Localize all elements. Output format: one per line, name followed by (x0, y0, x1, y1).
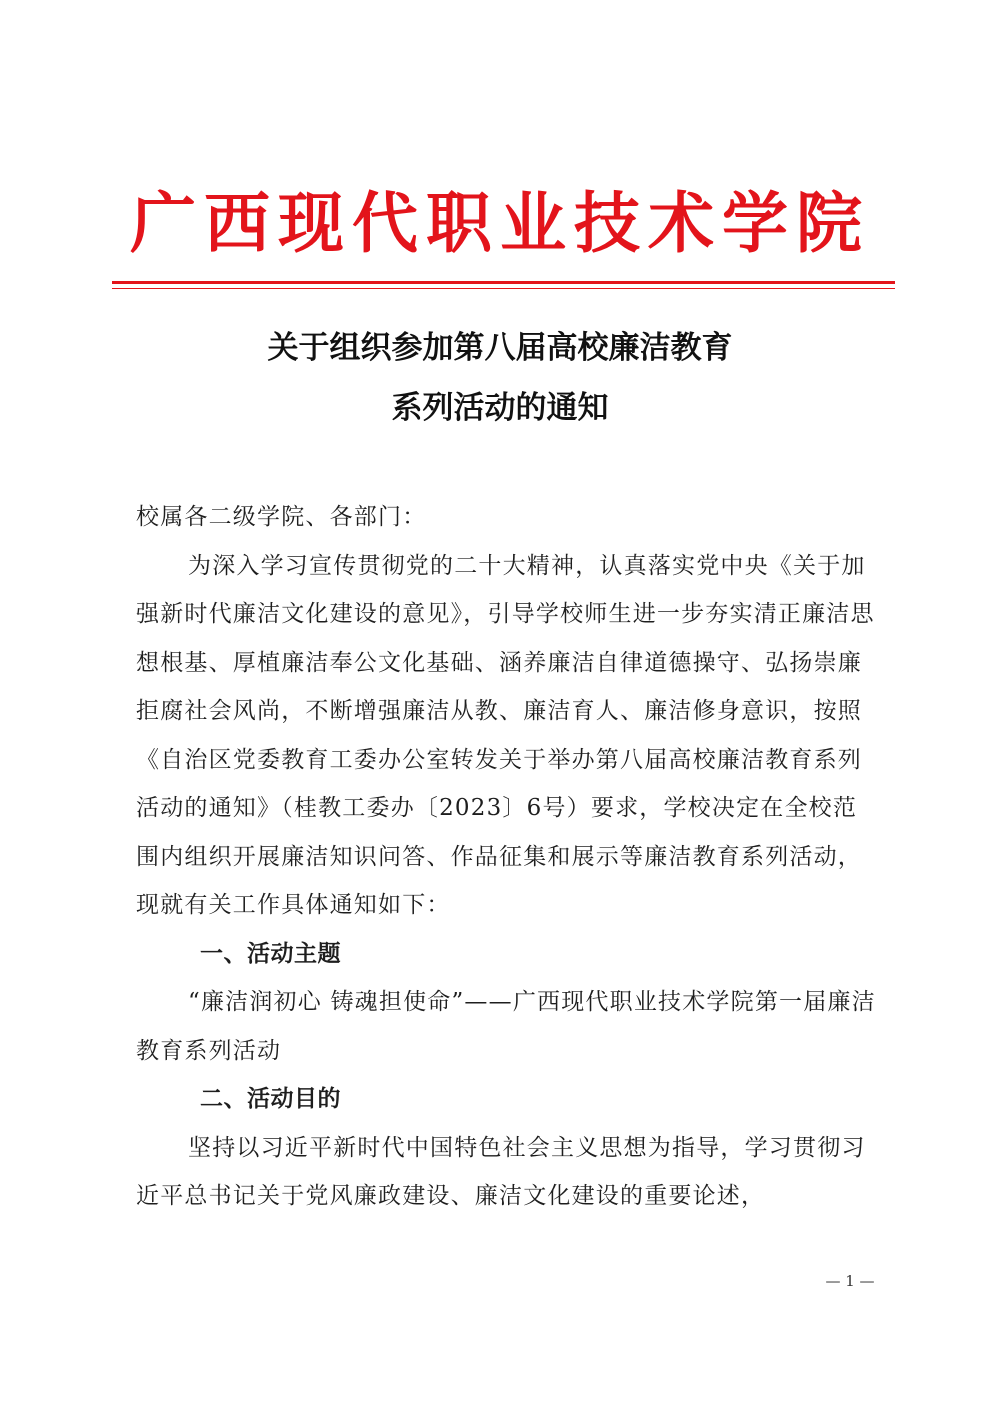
paragraph-intro: 为深入学习宣传贯彻党的二十大精神，认真落实党中央《关于加强新时代廉洁文化建设的意见》，引导学校师生进一步夯实清正廉洁思想根基、厚植廉洁奉公文化基础、涵养廉洁自律道德操守、弘扬崇廉拒腐社会风尚，不断增强廉洁从教、廉洁育人、廉洁修身意识，按照《自治区党委教育工委办公室转发关于举办第八届高校廉洁教育系列活动的通知》（桂教工委办〔2023〕6号）要求，学校决定在全校范围内组织开展廉洁知识问答、作品征集和展示等廉洁教育系列活动，现就有关工作具体通知如下： (136, 552, 875, 918)
page-number: — 1 — (825, 1272, 875, 1290)
salutation: 校属各二级学院、各部门： (136, 504, 427, 530)
masthead-red-rule-thin (112, 288, 895, 289)
paragraph-purpose: 坚持以习近平新时代中国特色社会主义思想为指导，学习贯彻习近平总书记关于党风廉政建设、廉洁文化建设的重要论述， (136, 1134, 866, 1209)
masthead-org-name: 广西现代职业技术学院 (130, 184, 870, 262)
section-heading-purpose: 二、活动目的 (200, 1086, 341, 1112)
document-title-line2: 系列活动的通知 (391, 390, 609, 426)
section-heading-theme: 一、活动主题 (200, 940, 341, 967)
document-body (136, 493, 876, 1221)
paragraph-theme: “廉洁润初心 铸魂担使命”——广西现代职业技术学院第一届廉洁教育系列活动 (136, 989, 876, 1064)
masthead-red-rule-thick (112, 281, 895, 284)
document-title-line1: 关于组织参加第八届高校廉洁教育 (267, 330, 733, 366)
